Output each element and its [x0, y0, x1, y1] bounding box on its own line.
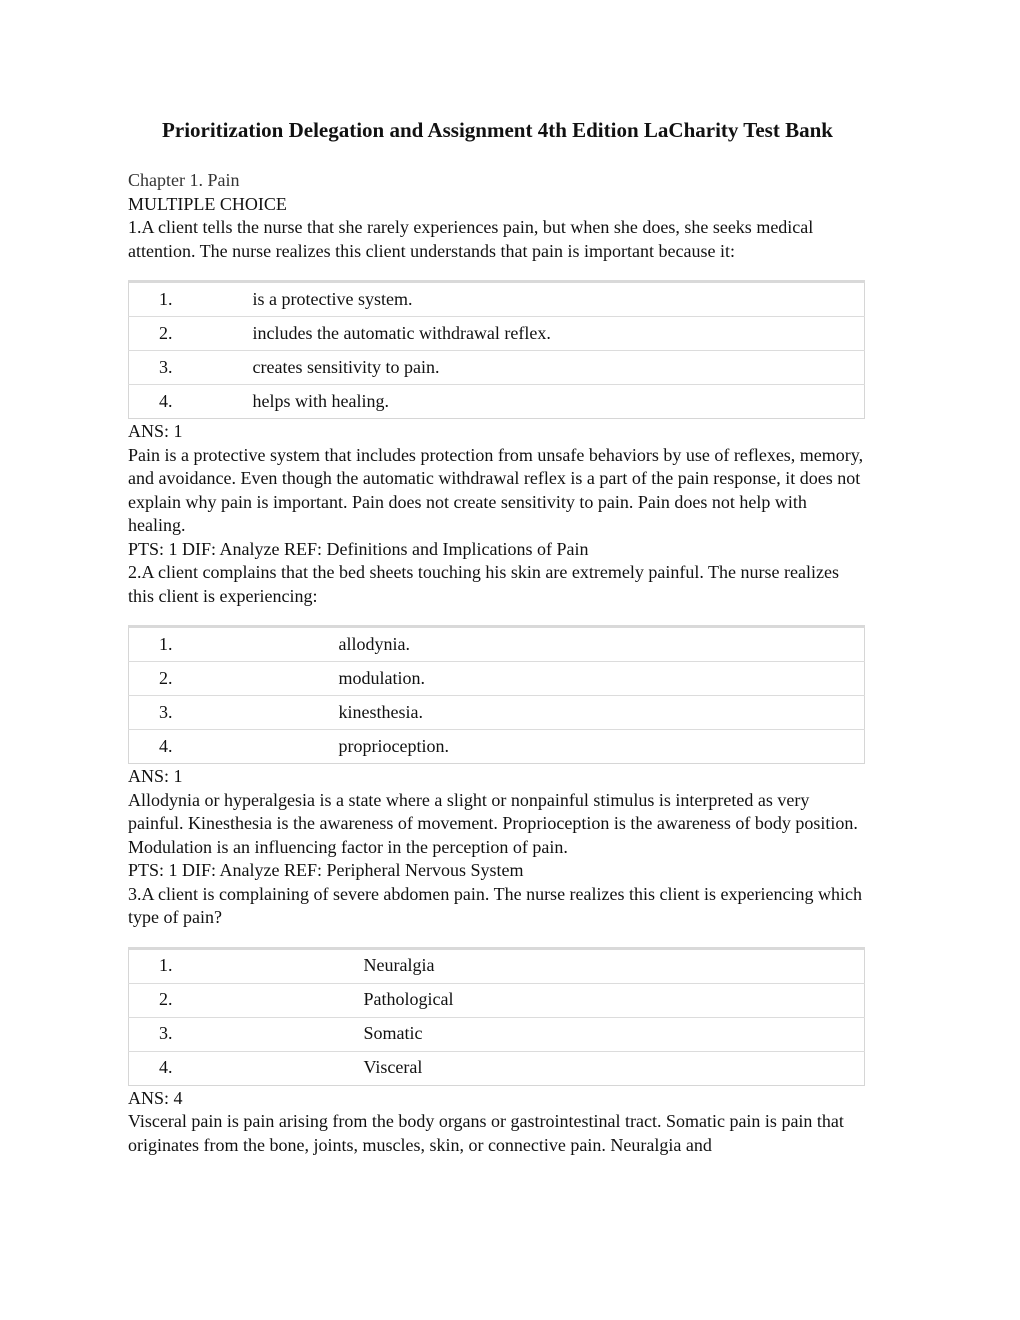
document-body: [128, 169, 868, 1157]
option-text: Visceral: [363, 1057, 423, 1078]
option-text: creates sensitivity to pain.: [253, 351, 865, 385]
answer-line: ANS: 1: [128, 766, 183, 786]
options-table: [128, 280, 865, 419]
page-title: Prioritization Delegation and Assignment 4th Edition LaCharity Test Bank: [162, 118, 833, 142]
option-number: 2.: [129, 662, 339, 696]
option-text: is a protective system.: [253, 282, 865, 317]
option-row: [129, 627, 865, 662]
option-number: 3.: [129, 1017, 364, 1051]
option-text: allodynia.: [339, 627, 865, 662]
section-heading: MULTIPLE CHOICE: [128, 193, 287, 214]
option-number: 2.: [129, 983, 364, 1017]
option-row: [129, 730, 865, 764]
question-meta: PTS: 1 DIF: Analyze REF: Peripheral Nervous System: [128, 860, 524, 880]
answer-line: ANS: 4: [128, 1087, 183, 1108]
option-number: 1.: [129, 627, 339, 662]
option-row: [129, 948, 865, 983]
option-row: [129, 351, 865, 385]
option-row: [129, 983, 865, 1017]
rationale-text: Visceral pain is pain arising from the body organs or gastrointestinal tract. Somatic pain is pain that originates from the bone, joints, muscles, skin, or connective pain. Neuralgia and: [128, 1111, 844, 1155]
page-header-mark: [0, 0, 1020, 5]
option-row: [129, 696, 865, 730]
option-row: [129, 662, 865, 696]
option-number: 4.: [159, 390, 173, 411]
question-stem: 3.A client is complaining of severe abdomen pain. The nurse realizes this client is experiencing which type of pain?: [128, 883, 862, 927]
option-number: 3.: [129, 696, 339, 730]
options-table: [128, 625, 865, 764]
options-table: [128, 947, 865, 1086]
option-text: Somatic: [364, 1017, 865, 1051]
option-number: 1.: [129, 282, 253, 317]
rationale-text: Pain is a protective system that includes protection from unsafe behaviors by use of reflexes, memory, and avoidance. Even though the automatic withdrawal reflex is a part of the pain response, it does not explain why pain is important. Pain does not create sensitivity to pain. Pain does not help with healing.: [128, 444, 864, 535]
option-row: [129, 385, 865, 419]
option-text: modulation.: [339, 662, 865, 696]
option-row: [129, 1051, 865, 1085]
option-text: kinesthesia.: [339, 696, 865, 730]
option-number: 3.: [129, 351, 253, 385]
option-number: 1.: [129, 948, 364, 983]
option-text: Neuralgia: [364, 948, 865, 983]
option-text: helps with healing.: [252, 390, 389, 411]
answer-line: ANS: 1: [128, 421, 183, 441]
option-number: 4.: [159, 735, 173, 756]
option-text: proprioception.: [338, 735, 449, 756]
chapter-heading: Chapter 1. Pain: [128, 170, 240, 190]
option-number: 2.: [129, 317, 253, 351]
option-number: 4.: [159, 1057, 173, 1078]
rationale-text: Allodynia or hyperalgesia is a state where a slight or nonpainful stimulus is interpreted as very painful. Kinesthesia is the awareness of movement. Proprioception is the awareness of body position. Modulation is an influencing factor in the perception of pain.: [128, 789, 858, 857]
option-text: includes the automatic withdrawal reflex.: [253, 317, 865, 351]
option-row: [129, 317, 865, 351]
option-row: [129, 1017, 865, 1051]
question-meta: PTS: 1 DIF: Analyze REF: Definitions and Implications of Pain: [128, 538, 589, 559]
question-stem: 2.A client complains that the bed sheets touching his skin are extremely painful. The nurse realizes this client is experiencing:: [128, 562, 839, 606]
option-text: Pathological: [364, 983, 865, 1017]
question-stem: 1.A client tells the nurse that she rarely experiences pain, but when she does, she seeks medical attention. The nurse realizes this client understands that pain is important because it:: [128, 217, 814, 261]
option-row: [129, 282, 865, 317]
